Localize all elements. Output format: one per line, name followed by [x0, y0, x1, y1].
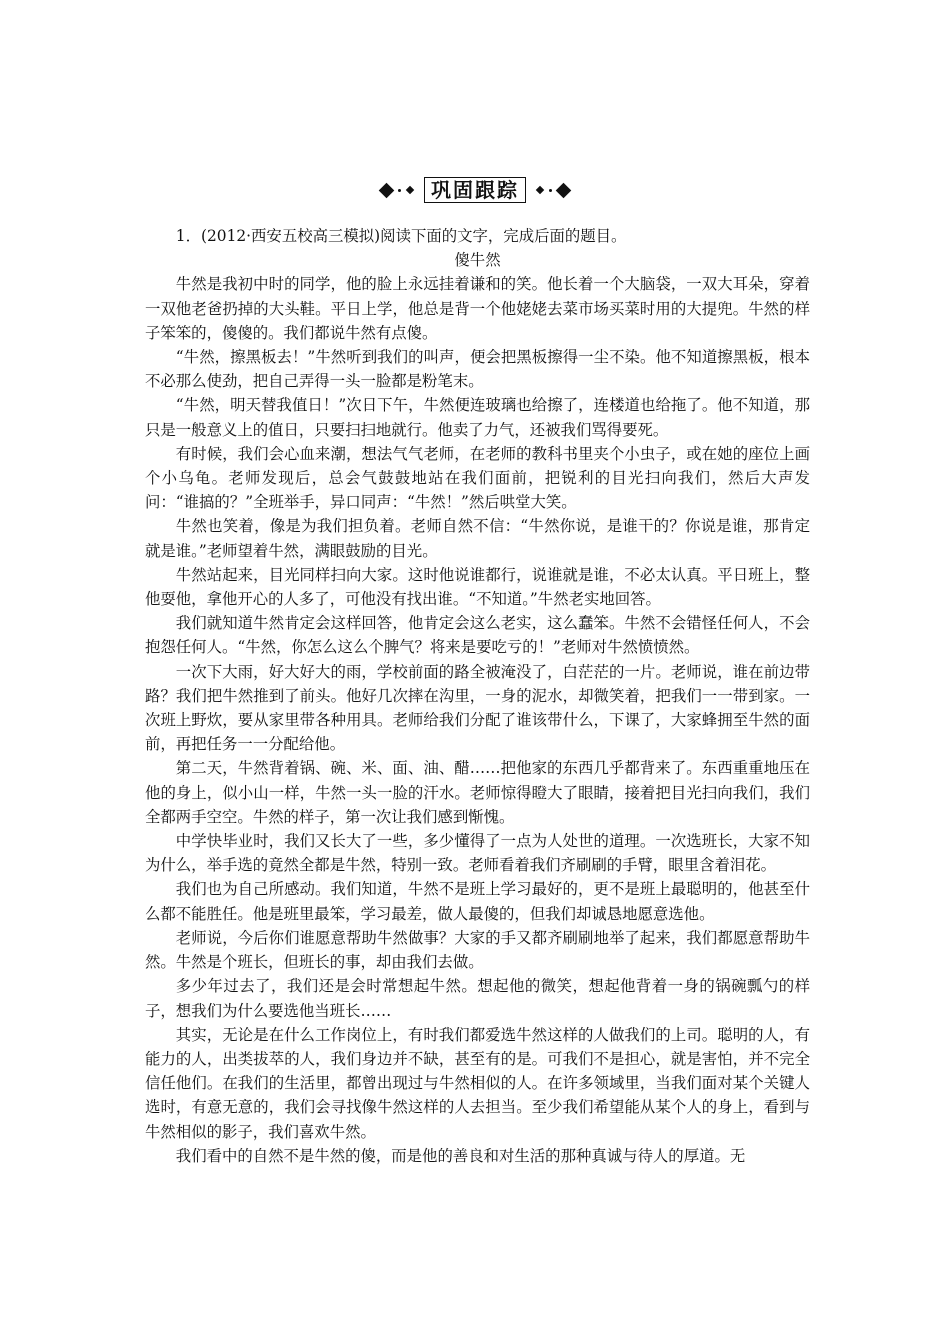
diamond-ornament-icon [406, 186, 414, 194]
diamond-ornament-icon [536, 186, 544, 194]
paragraph: 中学快毕业时，我们又长大了一些，多少懂得了一点为人处世的道理。一次选班长，大家不知为什么，举手选的竟然全都是牛然，特别一致。老师看着我们齐刷刷的手臂，眼里含着泪花。 [145, 832, 810, 875]
article-title: 傻牛然 [454, 251, 501, 270]
paragraph: 有时候，我们会心血来潮，想法气气老师，在老师的教科书里夹个小虫子，或在她的座位上画个小乌龟。老师发现后，总会气鼓鼓地站在我们面前，把锐利的目光扫向我们，然后大声发问：“谁搞的？”全班举手，异口同声：“牛然！”然后哄堂大笑。 [145, 444, 810, 512]
section-title: 巩固跟踪 [424, 177, 526, 203]
paragraph: 牛然站起来，目光同样扫向大家。这时他说谁都行，说谁就是谁，不必太认真。平日班上，整他耍他，拿他开心的人多了，可他没有找出谁。“不知道。”牛然老实地回答。 [145, 565, 810, 609]
paragraph: 其实，无论是在什么工作岗位上，有时我们都爱选牛然这样的人做我们的上司。聪明的人，有能力的人，出类拔萃的人，我们身边并不缺，甚至有的是。可我们不是担心，就是害怕，并不完全信任他们。在我们的生活里，都曾出现过与牛然相似的人。在许多领域里，当我们面对某个关键人选时，有意无意的，我们会寻找像牛然这样的人去担当。至少我们希望能从某个人的身上，看到与牛然相似的影子，我们喜欢牛然。 [145, 1025, 810, 1141]
question-prompt: 1．(2012·西安五校高三模拟)阅读下面的文字，完成后面的题目。 [175, 227, 627, 245]
paragraph: 老师说，今后你们谁愿意帮助牛然做事？大家的手又都齐刷刷地举了起来，我们都愿意帮助牛然。牛然是个班长，但班长的事，却由我们去做。 [145, 928, 810, 972]
dot-ornament-icon [549, 189, 552, 192]
paragraph: “牛然，明天替我值日！”次日下午，牛然便连玻璃也给擦了，连楼道也给拖了。他不知道，那只是一般意义上的值日，只要扫扫地就行。他卖了力气，还被我们骂得要死。 [145, 396, 810, 439]
paragraph: 一次下大雨，好大好大的雨，学校前面的路全被淹没了，白茫茫的一片。老师说，谁在前边带路？我们把牛然推到了前头。他好几次摔在沟里，一身的泥水，却微笑着，把我们一一带到家。一次班上野炊，要从家里带各种用具。老师给我们分配了谁该带什么，下课了，大家蜂拥至牛然的面前，再把任务一一分配给他。 [145, 662, 810, 754]
paragraph: 我们看中的自然不是牛然的傻，而是他的善良和对生活的那种真诚与待人的厚道。无 [175, 1146, 746, 1165]
paragraph: 牛然也笑着，像是为我们担负着。老师自然不信：“牛然你说，是谁干的？你说是谁，那肯定就是谁。”老师望着牛然，满眼鼓励的目光。 [145, 517, 810, 560]
article-content [145, 224, 810, 1168]
paragraph: 多少年过去了，我们还是会时常想起牛然。想起他的微笑，想起他背着一身的锅碗瓢勺的样子，想我们为什么要选他当班长…… [145, 977, 810, 1020]
paragraph: 第二天，牛然背着锅、碗、米、面、油、醋……把他家的东西几乎都背来了。东西重重地压在他的身上，似小山一样，牛然一头一脸的汗水。老师惊得瞪大了眼睛，接着把目光扫向我们，我们全都两手空空。牛然的样子，第一次让我们感到惭愧。 [145, 759, 810, 826]
dot-ornament-icon [398, 189, 401, 192]
diamond-ornament-icon [556, 182, 572, 198]
diamond-ornament-icon [379, 182, 395, 198]
section-banner [0, 178, 950, 202]
paragraph: “牛然，擦黑板去！”牛然听到我们的叫声，便会把黑板擦得一尘不染。他不知道擦黑板，根本不必那么使劲，把自己弄得一头一脸都是粉笔末。 [145, 348, 810, 391]
paragraph: 我们就知道牛然肯定会这样回答，他肯定会这么老实，这么蠢笨。牛然不会错怪任何人，不会抱怨任何人。“牛然，你怎么这么个脾气？将来是要吃亏的！”老师对牛然愤愤然。 [145, 614, 810, 657]
paragraph: 我们也为自己所感动。我们知道，牛然不是班上学习最好的，更不是班上最聪明的，他甚至什么都不能胜任。他是班里最笨，学习最差，做人最傻的，但我们却诚恳地愿意选他。 [145, 880, 810, 923]
paragraph: 牛然是我初中时的同学，他的脸上永远挂着谦和的笑。他长着一个大脑袋，一双大耳朵，穿着一双他老爸扔掉的大头鞋。平日上学，他总是背一个他姥姥去菜市场买菜时用的大提兜。牛然的样子笨笨的，傻傻的。我们都说牛然有点傻。 [145, 275, 810, 342]
